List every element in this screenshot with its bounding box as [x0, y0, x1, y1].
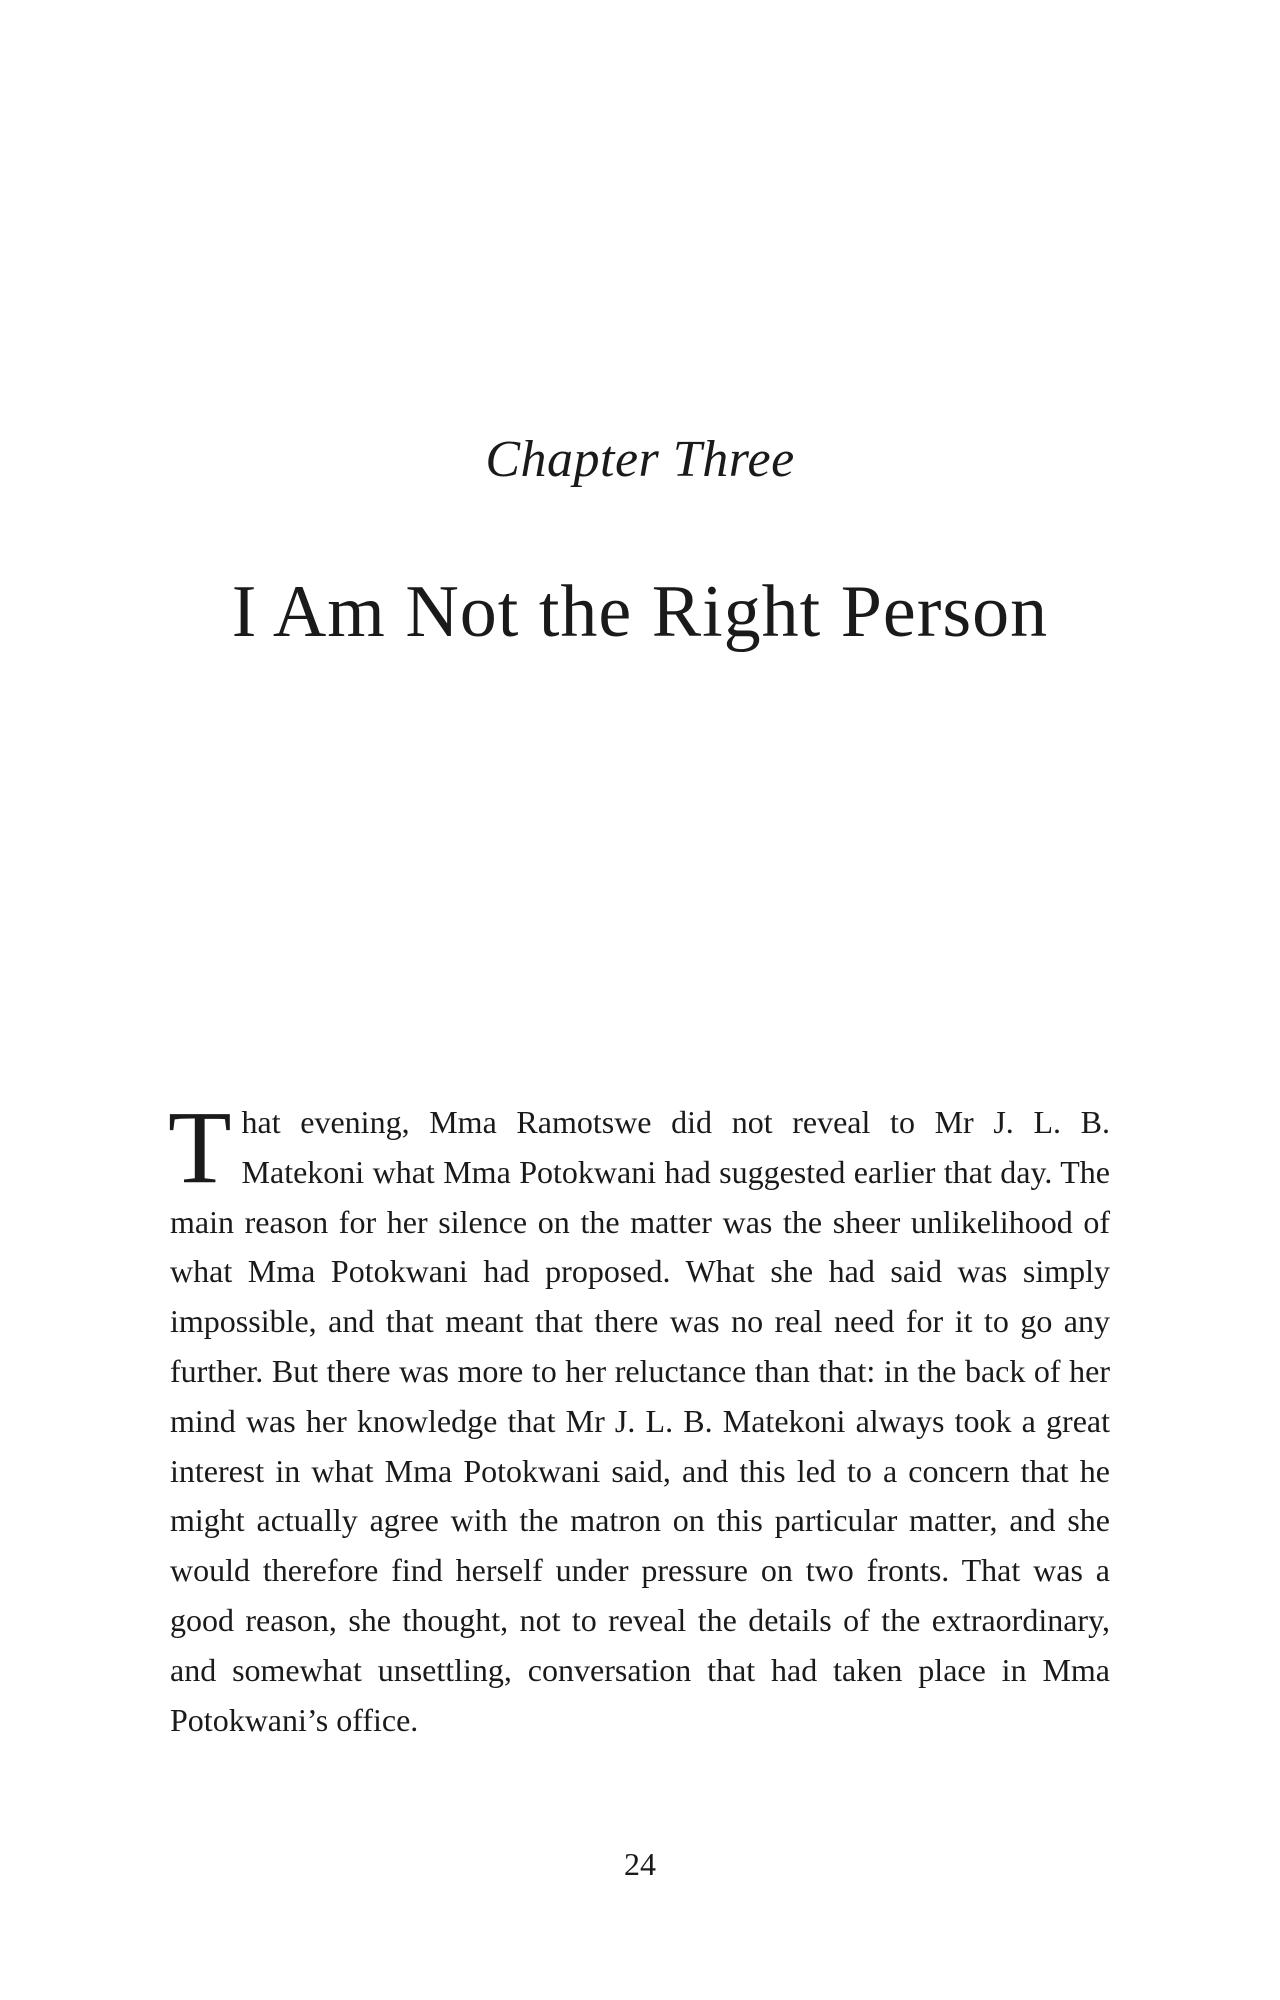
chapter-title: I Am Not the Right Person: [231, 571, 1049, 653]
paragraph-text: hat evening, Mma Ramotswe did not reveal to Mr J. L. B. Matekoni what Mma Potokwani had suggested earlier that day. The main reason for her silence on the matter was the sheer unlikelihood of what Mma Potokwani had proposed. What she had said was simply impossible, and that meant that there was no real need for it to go any further. But there was more to her reluctance than that: in the back of her mind was her knowledge that Mr J. L. B. Matekoni always took a great interest in what Mma Potokwani said, and this led to a concern that he might actually agree with the matron on this particular matter, and she would therefore find herself under pressure on two fronts. That was a good reason, she thought, not to reveal the details of the extraordinary, and somewhat unsettling, conversation that had taken place in Mma Potokwani’s office.: [170, 1104, 1110, 1738]
chapter-label: Chapter Three: [485, 431, 795, 488]
body-paragraph: [168, 1090, 1110, 1745]
page-number: 24: [624, 1846, 656, 1882]
drop-cap: T: [168, 1090, 232, 1205]
